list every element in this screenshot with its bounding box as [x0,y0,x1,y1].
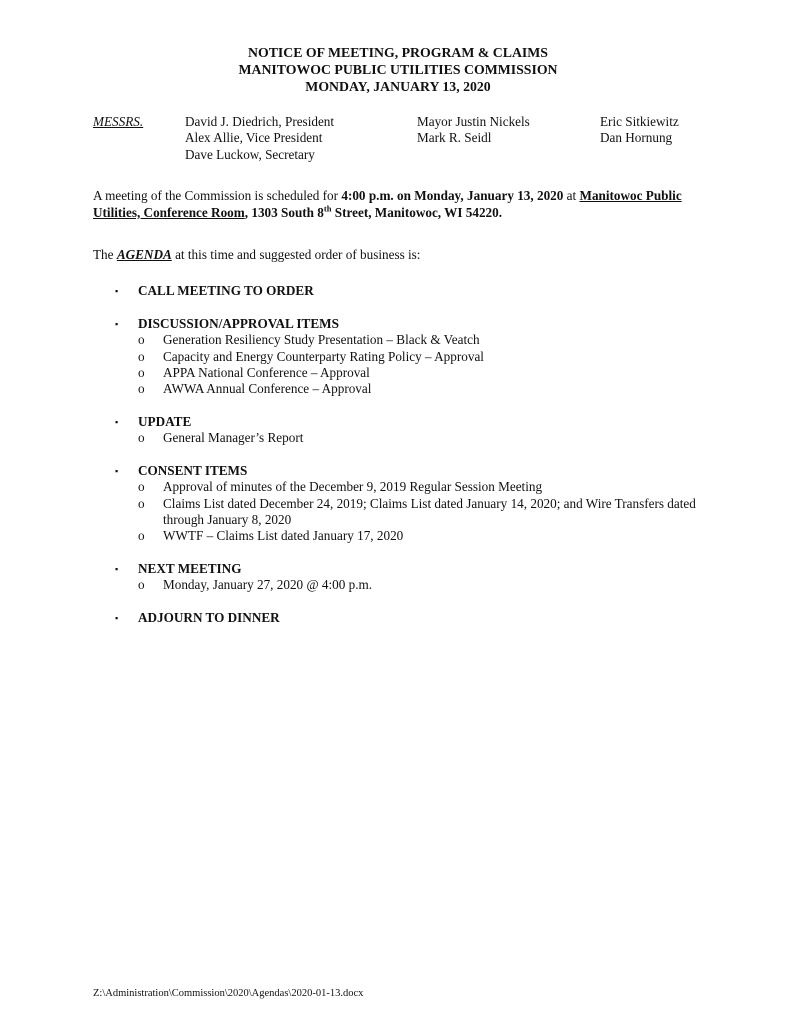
agenda-section-title: CALL MEETING TO ORDER [138,283,314,299]
agenda-section-title: DISCUSSION/APPROVAL ITEMS [138,315,339,331]
agenda-section [93,414,703,447]
document-title [93,44,703,95]
commissioner-name: Alex Allie, Vice President [185,130,323,146]
commissioners-column-2 [417,114,600,163]
agenda-intro-line [93,247,703,263]
square-bullet-icon: ▪ [115,286,119,297]
agenda-section [93,283,703,299]
agenda-sub-item-text: Claims List dated December 24, 2019; Claims List dated January 14, 2020; and Wire Transfers dated through January 8, 2020 [163,495,696,527]
agenda-section [93,561,703,594]
circle-bullet-icon: o [138,495,145,511]
agenda-sub-item-text: Monday, January 27, 2020 @ 4:00 p.m. [163,577,373,593]
meeting-address-pre: , 1303 South 8 [244,204,324,220]
agenda-section-title-row [115,414,703,430]
agenda-sub-item [138,577,703,593]
circle-bullet-icon: o [138,528,145,544]
title-line-1: NOTICE OF MEETING, PROGRAM & CLAIMS [248,45,548,60]
meeting-address-post: Street, Manitowoc, WI 54220. [331,204,503,220]
agenda-sub-item-text: Generation Resiliency Study Presentation – Black & Veatch [163,332,480,348]
commissioner-name: Dan Hornung [600,130,673,146]
commissioners-column-1 [185,114,417,163]
meeting-at: at [563,188,580,204]
circle-bullet-icon: o [138,348,145,364]
agenda-section-title-row [115,610,703,626]
circle-bullet-icon: o [138,381,145,397]
square-bullet-icon: ▪ [115,465,119,476]
agenda-section-title: UPDATE [138,413,192,429]
agenda-sub-item [138,381,703,397]
agenda-section-title: ADJOURN TO DINNER [138,609,280,625]
title-line-3: MONDAY, JANUARY 13, 2020 [305,79,491,94]
commissioner-name: David J. Diedrich, President [185,114,335,129]
commissioner-name: Dave Luckow, Secretary [185,146,315,162]
agenda-sub-item [138,496,703,529]
agenda-sub-item-text: APPA National Conference – Approval [163,365,370,381]
meeting-address-ordinal: th [323,203,332,214]
agenda-intro-suffix: at this time and suggested order of business is: [171,247,421,263]
agenda-section-title: NEXT MEETING [138,560,242,576]
agenda-section [93,463,703,545]
square-bullet-icon: ▪ [115,563,119,574]
agenda-sub-item-text: General Manager’s Report [163,430,304,446]
commissioner-name: Eric Sitkiewitz [600,114,679,129]
agenda-section-title-row [115,283,703,299]
agenda-section-title-row [115,463,703,479]
agenda-sub-item [138,365,703,381]
square-bullet-icon: ▪ [115,416,119,427]
agenda-section-title: CONSENT ITEMS [138,462,248,478]
commissioners-column-3 [600,114,710,163]
agenda-section [93,316,703,398]
agenda-sub-item [138,349,703,365]
agenda-word: AGENDA [116,247,172,263]
circle-bullet-icon: o [138,365,145,381]
messrs-label: MESSRS. [93,114,144,129]
agenda-sub-item-text: WWTF – Claims List dated January 17, 2020 [163,528,404,544]
circle-bullet-icon: o [138,430,145,446]
commissioner-name: Mark R. Seidl [417,130,492,146]
circle-bullet-icon: o [138,332,145,348]
agenda-sub-item-text: Capacity and Energy Counterparty Rating Policy – Approval [163,348,484,364]
agenda-sub-item-text: AWWA Annual Conference – Approval [163,381,372,397]
agenda-section [93,610,703,626]
agenda-sub-item [138,332,703,348]
agenda-section-title-row [115,316,703,332]
agenda-sub-item-text: Approval of minutes of the December 9, 2019 Regular Session Meeting [163,479,543,495]
commissioners-block [93,114,703,163]
meeting-location: Manitowoc Public Utilities, Conference Room [93,188,682,220]
agenda-section-title-row [115,561,703,577]
agenda-sub-item [138,430,703,446]
square-bullet-icon: ▪ [115,612,119,623]
document-file-path: Z:\Administration\Commission\2020\Agendas\2020-01-13.docx [93,988,364,999]
agenda-sub-item [138,528,703,544]
commissioner-name: Mayor Justin Nickels [417,114,530,129]
agenda-list [93,283,703,626]
meeting-datetime: 4:00 p.m. on Monday, January 13, 2020 [341,188,564,204]
circle-bullet-icon: o [138,479,145,495]
circle-bullet-icon: o [138,577,145,593]
square-bullet-icon: ▪ [115,318,119,329]
commissioners-columns [185,114,710,163]
meeting-prefix: A meeting of the Commission is scheduled for [93,188,342,204]
meeting-details-paragraph [93,188,703,221]
agenda-intro-prefix: The [93,247,117,263]
agenda-sub-item [138,479,703,495]
title-line-2: MANITOWOC PUBLIC UTILITIES COMMISSION [238,62,558,77]
